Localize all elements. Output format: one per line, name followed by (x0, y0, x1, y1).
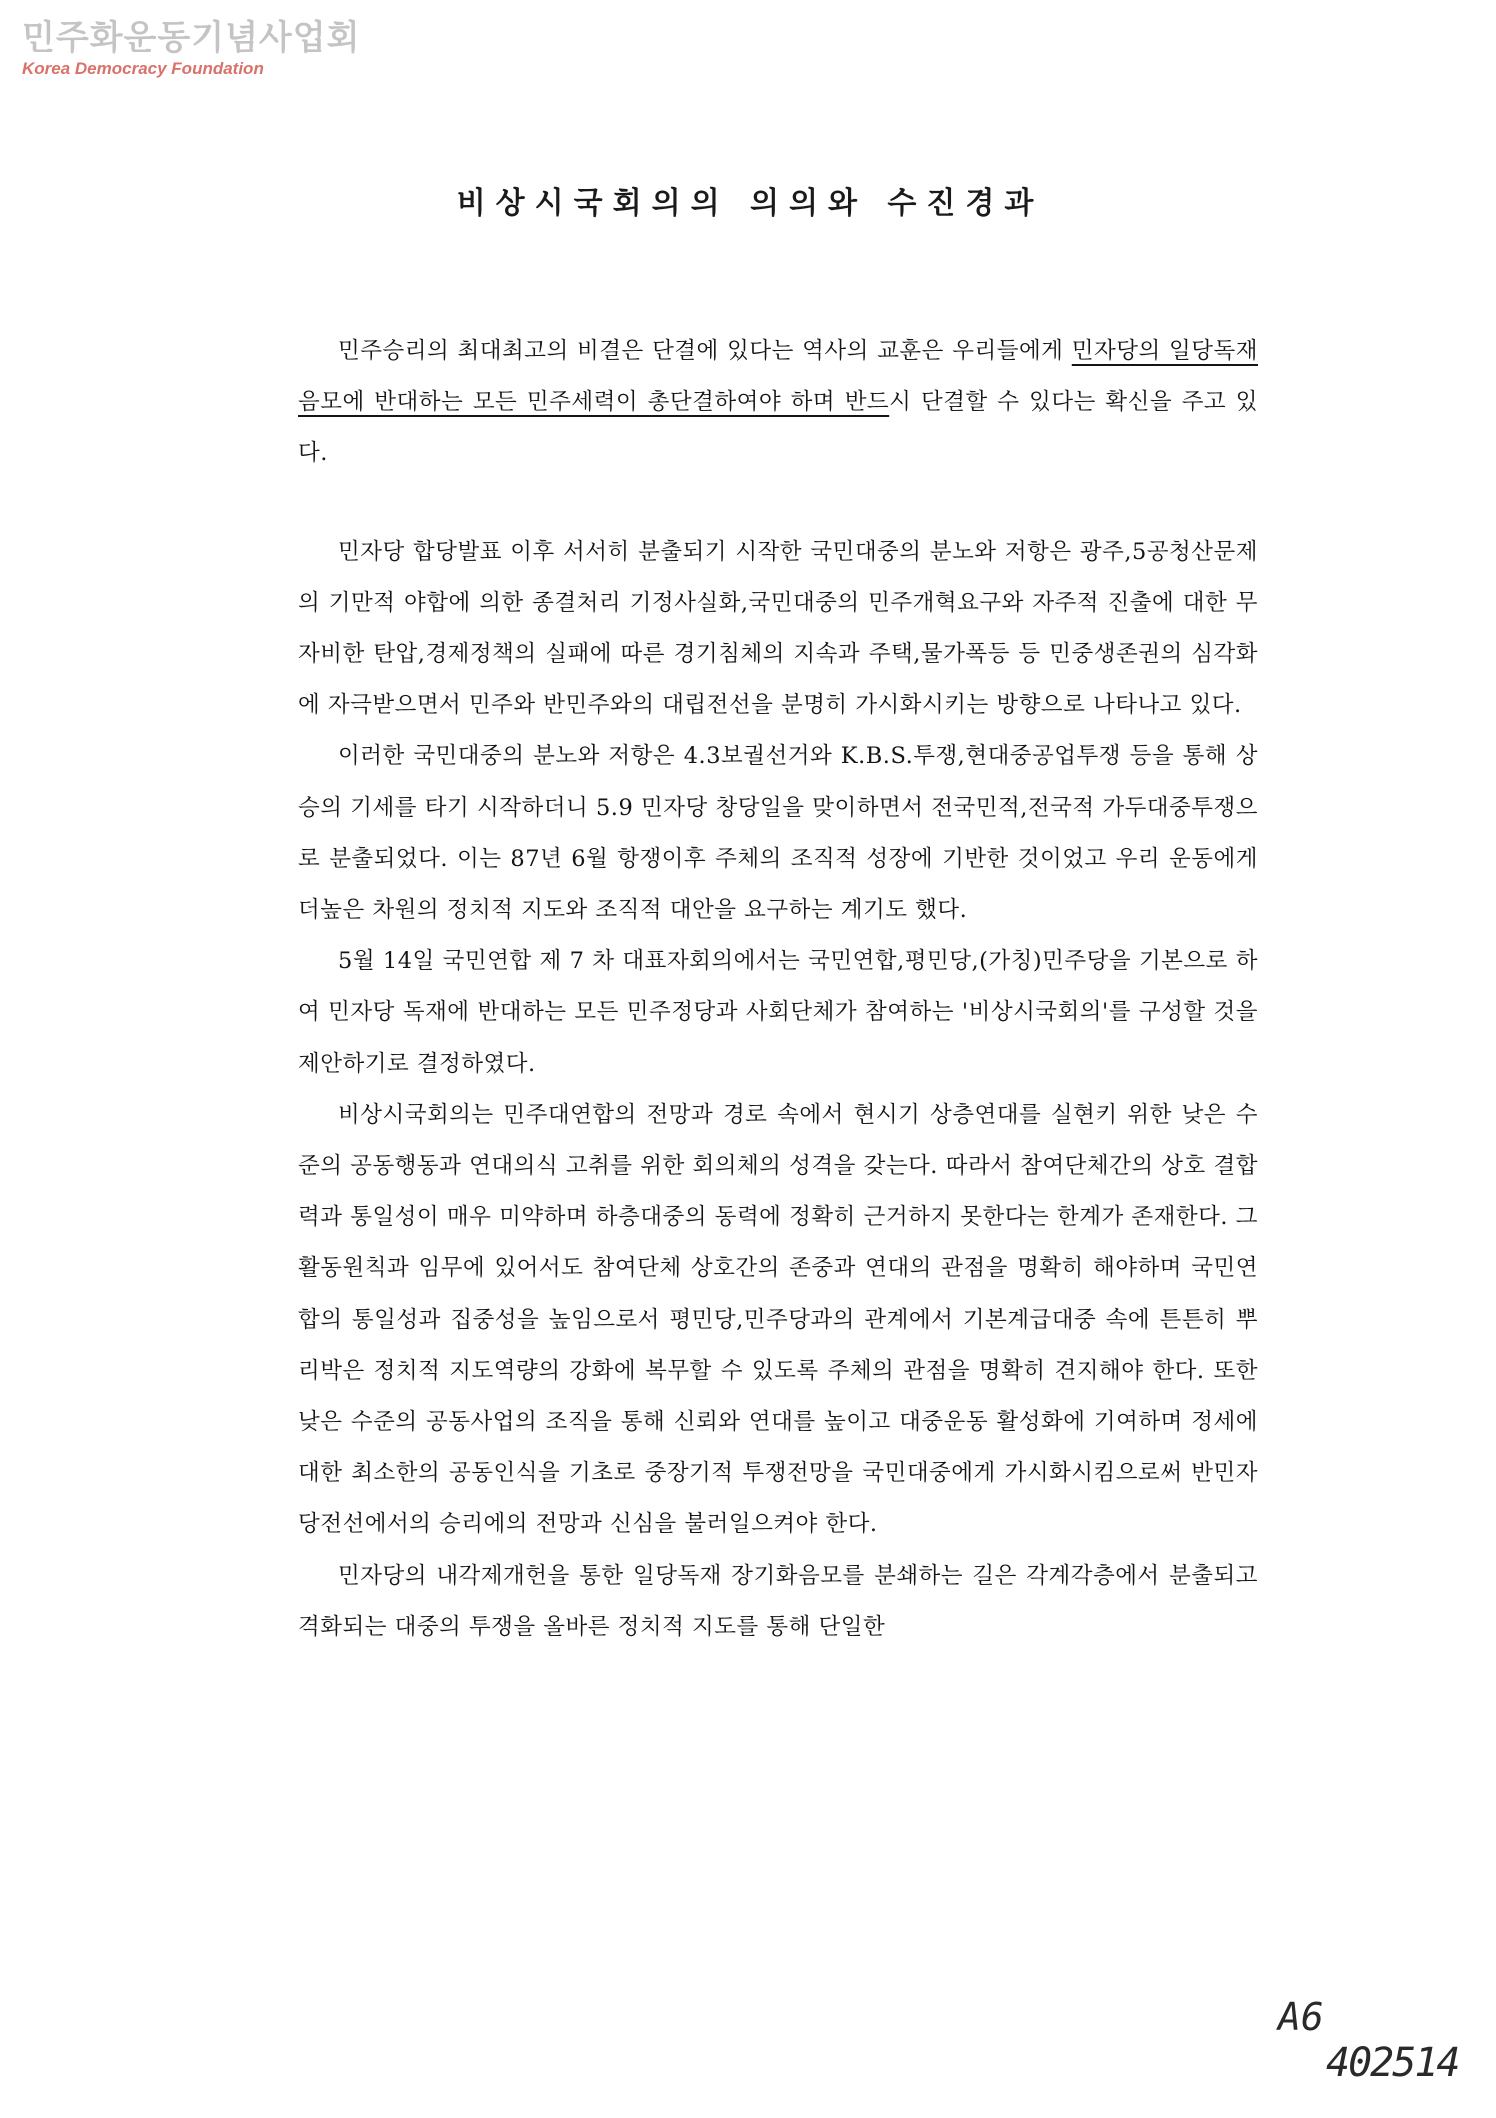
document-title: 비상시국회의의 의의와 수진경과 (456, 186, 1044, 221)
paragraph-3: 이러한 국민대중의 분노와 저항은 4.3보궐선거와 K.B.S.투쟁,현대중공업투쟁 등을 통해 상승의 기세를 타기 시작하더니 5.9 민자당 창당일을 맞이하면서 전국민적,전국적 가두대중투쟁으로 분출되었다. 이는 87년 6월 항쟁이후 주체의 조직적 성장에 기반한 것이었고 우리 운동에게 더높은 차원의 정치적 지도와 조직적 대안을 요구하는 계기도 했다. (298, 743, 1258, 924)
watermark-korean: 민주화운동기념사업회 (22, 18, 361, 58)
watermark-english: Korea Democracy Foundation (22, 59, 264, 78)
foundation-watermark (22, 18, 361, 80)
paragraph-1 (298, 326, 1258, 480)
document-body (298, 326, 1258, 1653)
paragraph-2: 민자당 합당발표 이후 서서히 분출되기 시작한 국민대중의 분노와 저항은 광주,5공청산문제의 기만적 야합에 의한 종결처리 기정사실화,국민대중의 민주개혁요구와 자주적 진출에 대한 무자비한 탄압,경제정책의 실패에 따른 경기침체의 지속과 주택,물가폭등 등 민중생존권의 심각화에 자극받으면서 민주와 반민주와의 대립전선을 분명히 가시화시키는 방향으로 나타나고 있다. (298, 538, 1258, 719)
paragraph-6: 민자당의 내각제개헌을 통한 일당독재 장기화음모를 분쇄하는 길은 각계각층에서 분출되고 격화되는 대중의 투쟁을 올바른 정치적 지도를 통해 단일한 (298, 1562, 1258, 1640)
paragraph-1-rest: 시 단결할 수 있다는 확신을 주고 있다. (298, 389, 1258, 467)
paragraph-1-lead: 민주승리의 최대최고의 비결은 단결에 있다는 역사의 교훈은 우리들에게 (338, 338, 1072, 364)
archive-code: A6 (1278, 1995, 1324, 2039)
archive-number: 402514 (1326, 2040, 1459, 2086)
paragraph-5: 비상시국회의는 민주대연합의 전망과 경로 속에서 현시기 상층연대를 실현키 위한 낮은 수준의 공동행동과 연대의식 고취를 위한 회의체의 성격을 갖는다. 따라서 참여단체간의 상호 결합력과 통일성이 매우 미약하며 하층대중의 동력에 정확히 근거하지 못한다는 한계가 존재한다. 그 활동원칙과 임무에 있어서도 참여단체 상호간의 존중과 연대의 관점을 명확히 해야하며 국민연합의 통일성과 집중성을 높임으로서 평민당,민주당과의 관계에서 기본계급대중 속에 튼튼히 뿌리박은 정치적 지도역량의 강화에 복무할 수 있도록 주체의 관점을 명확히 견지해야 한다. 또한 낮은 수준의 공동사업의 조직을 통해 신뢰와 연대를 높이고 대중운동 활성화에 기여하며 정세에 대한 최소한의 공동인식을 기초로 중장기적 투쟁전망을 국민대중에게 가시화시킴으로써 반민자당전선에서의 승리에의 전망과 신심을 불러일으켜야 한다. (298, 1101, 1258, 1538)
handwritten-archive-number (1270, 1995, 1459, 2087)
paragraph-1-underlined: 민자당의 일당독재음모에 반대하는 모든 민주세력이 총단결하여야 하며 반드 (298, 338, 1258, 416)
paragraph-4: 5월 14일 국민연합 제 7 차 대표자회의에서는 국민연합,평민당,(가칭)민주당을 기본으로 하여 민자당 독재에 반대하는 모든 민주정당과 사회단체가 참여하는 '비상시국회의'를 구성할 것을 제안하기로 결정하였다. (298, 948, 1258, 1077)
